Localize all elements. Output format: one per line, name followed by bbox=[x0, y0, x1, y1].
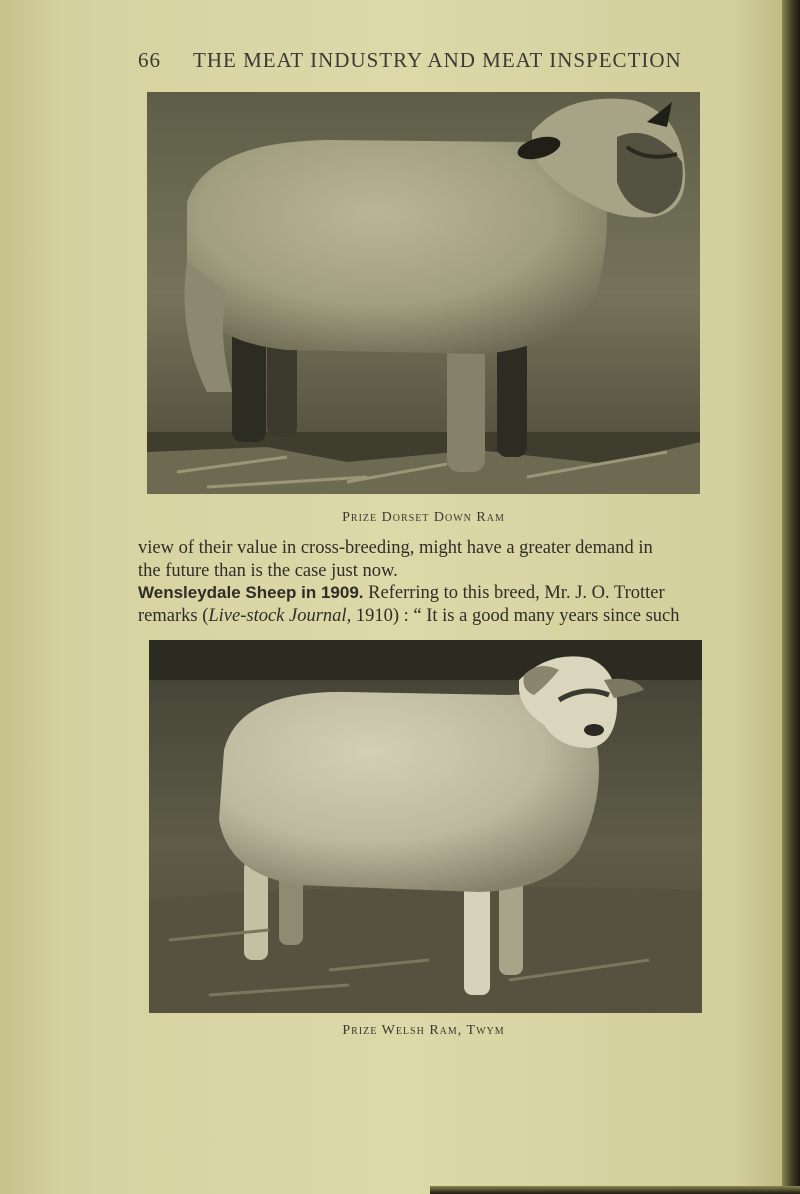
page-bottom-edge bbox=[430, 1186, 800, 1194]
figure-caption-1: Prize Dorset Down Ram bbox=[342, 510, 505, 525]
text-fragment: remarks ( bbox=[138, 605, 209, 626]
text-line-with-citation bbox=[138, 605, 718, 628]
body-text-block bbox=[138, 537, 718, 627]
text-line: view of their value in cross-breeding, might have a greater demand in bbox=[138, 538, 653, 558]
text-fragment: 1910) : “ It is a good many years since such bbox=[351, 605, 680, 626]
text-line-with-heading bbox=[138, 582, 718, 605]
text-line: the future than is the case just now. bbox=[138, 560, 398, 581]
running-head bbox=[138, 48, 682, 73]
dorset-down-ram-photo bbox=[147, 92, 700, 494]
page-binding-edge bbox=[782, 0, 800, 1194]
section-heading: Wensleydale Sheep in 1909. bbox=[138, 583, 364, 602]
journal-title: Live-stock Journal, bbox=[208, 605, 352, 626]
page-number: 66 bbox=[138, 48, 161, 72]
text-fragment: Referring to this breed, Mr. J. O. Trotter bbox=[363, 583, 665, 603]
welsh-ram-photo bbox=[149, 640, 702, 1013]
running-head-title: THE MEAT INDUSTRY AND MEAT INSPECTION bbox=[193, 48, 682, 72]
figure-caption-2: Prize Welsh Ram, Twym bbox=[342, 1023, 505, 1038]
